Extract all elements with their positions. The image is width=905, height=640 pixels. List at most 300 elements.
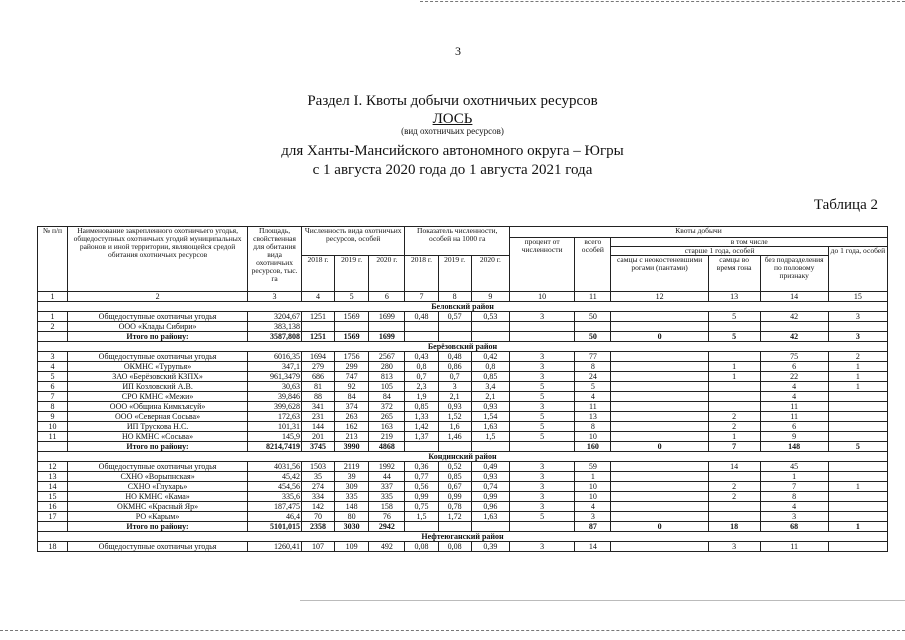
table-row: [38, 372, 888, 382]
period-title: с 1 августа 2020 года до 1 августа 2021 года: [312, 162, 593, 178]
table-cell: 1,5: [471, 432, 509, 442]
table-cell: 11: [760, 412, 828, 422]
table-cell: ООО «Клады Сибири»: [68, 322, 248, 332]
table-cell: 961,3479: [248, 372, 302, 382]
district-header-row: [38, 302, 888, 312]
table-cell: 5: [708, 332, 760, 342]
table-cell: 299: [335, 362, 369, 372]
header-males-velvet: самцы с неокостеневшими рогами (пантами): [611, 256, 708, 292]
table-cell: 279: [301, 362, 334, 372]
table-cell: 0,77: [405, 472, 438, 482]
table-cell: 3745: [301, 442, 334, 452]
table-cell: 11: [760, 542, 828, 552]
district-total-row: [38, 332, 888, 342]
table-cell: [611, 352, 708, 362]
table-cell: 145,9: [248, 432, 302, 442]
table-cell: 0: [611, 332, 708, 342]
table-cell: [611, 322, 708, 332]
district-name: Кондинский район: [38, 452, 888, 462]
header-population: Численность вида охотничьих ресурсов, особей: [301, 227, 405, 256]
col-number: 15: [828, 292, 887, 302]
table-cell: 1: [575, 472, 611, 482]
table-cell: ИП Трускова Н.С.: [68, 422, 248, 432]
table-row: [38, 362, 888, 372]
table-cell: 1,63: [471, 422, 509, 432]
col-number: 7: [405, 292, 438, 302]
table-cell: [611, 432, 708, 442]
table-cell: 0,99: [471, 492, 509, 502]
table-cell: 5: [510, 392, 575, 402]
table-cell: ЗАО «Берёзовский КЗПХ»: [68, 372, 248, 382]
table-cell: [471, 332, 509, 342]
table-header: [38, 227, 888, 302]
table-cell: 0,56: [405, 482, 438, 492]
col-number: 8: [438, 292, 471, 302]
col-number: 10: [510, 292, 575, 302]
table-cell: 201: [301, 432, 334, 442]
table-cell: 3: [510, 312, 575, 322]
table-cell: 3: [510, 402, 575, 412]
table-cell: 13: [575, 412, 611, 422]
table-cell: [828, 472, 887, 482]
table-cell: 35: [301, 472, 334, 482]
table-cell: [708, 502, 760, 512]
table-cell: 0: [611, 442, 708, 452]
table-cell: [301, 322, 334, 332]
table-cell: 0,49: [471, 462, 509, 472]
table-cell: Общедоступные охотничьи угодья: [68, 462, 248, 472]
table-cell: 187,475: [248, 502, 302, 512]
table-cell: [611, 382, 708, 392]
table-row: [38, 422, 888, 432]
header-pop-2018: 2018 г.: [301, 256, 334, 292]
district-header-row: [38, 452, 888, 462]
table-cell: 5: [510, 432, 575, 442]
table-label: Таблица 2: [813, 197, 878, 213]
table-cell: 1,52: [438, 412, 471, 422]
table-cell: 3204,67: [248, 312, 302, 322]
table-cell: 1569: [335, 332, 369, 342]
scan-border-top: [420, 1, 905, 2]
table-cell: 374: [335, 402, 369, 412]
table-cell: 0,08: [405, 542, 438, 552]
table-cell: 0,74: [471, 482, 509, 492]
table-cell: [575, 322, 611, 332]
table-cell: 1569: [335, 312, 369, 322]
table-cell: 42: [760, 332, 828, 342]
table-cell: 105: [369, 382, 405, 392]
table-cell: 213: [335, 432, 369, 442]
table-cell: 1,46: [438, 432, 471, 442]
table-cell: 492: [369, 542, 405, 552]
table-cell: 75: [760, 352, 828, 362]
table-cell: 0,43: [405, 352, 438, 362]
table-cell: 0,93: [471, 472, 509, 482]
table-cell: 263: [335, 412, 369, 422]
table-cell: 0,93: [471, 402, 509, 412]
table-cell: [510, 322, 575, 332]
table-cell: 107: [301, 542, 334, 552]
table-cell: 1699: [369, 332, 405, 342]
header-total: всего особей: [575, 238, 611, 292]
table-cell: 1756: [335, 352, 369, 362]
table-cell: [38, 522, 68, 532]
table-cell: 4: [575, 392, 611, 402]
table-cell: 10: [38, 422, 68, 432]
table-cell: [471, 442, 509, 452]
table-cell: [38, 442, 68, 452]
table-cell: [611, 362, 708, 372]
table-cell: 18: [708, 522, 760, 532]
table-cell: 81: [301, 382, 334, 392]
table-cell: 4: [760, 502, 828, 512]
header-under1: до 1 года, особей: [828, 247, 887, 292]
table-cell: [611, 512, 708, 522]
table-cell: 686: [301, 372, 334, 382]
table-cell: [611, 312, 708, 322]
table-cell: 3: [828, 332, 887, 342]
table-cell: 11: [575, 402, 611, 412]
table-cell: 3: [510, 502, 575, 512]
table-cell: [708, 472, 760, 482]
table-cell: 4031,56: [248, 462, 302, 472]
table-cell: [828, 542, 887, 552]
table-cell: 0,85: [405, 402, 438, 412]
table-cell: 16: [38, 502, 68, 512]
table-cell: 4: [38, 362, 68, 372]
table-cell: 163: [369, 422, 405, 432]
table-cell: 0,48: [405, 312, 438, 322]
table-cell: 80: [335, 512, 369, 522]
table-cell: 160: [575, 442, 611, 452]
table-cell: ОКМНС «Красный Яр»: [68, 502, 248, 512]
table-cell: [438, 442, 471, 452]
table-cell: 59: [575, 462, 611, 472]
table-cell: 1,33: [405, 412, 438, 422]
table-cell: 0,42: [471, 352, 509, 362]
table-cell: 454,56: [248, 482, 302, 492]
table-cell: 1,72: [438, 512, 471, 522]
table-cell: 334: [301, 492, 334, 502]
table-cell: 0,53: [471, 312, 509, 322]
header-den-2020: 2020 г.: [471, 256, 509, 292]
table-cell: 3: [510, 542, 575, 552]
table-cell: 2: [708, 412, 760, 422]
section-title: Раздел I. Квоты добычи охотничьих ресурсов: [307, 93, 598, 109]
table-cell: 0: [611, 522, 708, 532]
table-cell: 3: [510, 492, 575, 502]
column-number-row: [38, 292, 888, 302]
table-cell: 148: [760, 442, 828, 452]
table-cell: 1,42: [405, 422, 438, 432]
table-cell: НО КМНС «Кама»: [68, 492, 248, 502]
header-quotas: Квоты добычи: [510, 227, 888, 238]
table-cell: 341: [301, 402, 334, 412]
table-cell: 2: [828, 352, 887, 362]
header-pop-2019: 2019 г.: [335, 256, 369, 292]
table-cell: 1: [828, 382, 887, 392]
table-cell: 144: [301, 422, 334, 432]
table-cell: [828, 402, 887, 412]
table-cell: 1: [828, 482, 887, 492]
col-number: 5: [335, 292, 369, 302]
header-incl: в том числе: [611, 238, 888, 247]
table-cell: 42: [760, 312, 828, 322]
table-cell: [828, 422, 887, 432]
table-cell: 92: [335, 382, 369, 392]
district-total-row: [38, 442, 888, 452]
table-cell: 5: [510, 382, 575, 392]
table-cell: ИП Козловский А.В.: [68, 382, 248, 392]
table-cell: 8: [575, 422, 611, 432]
table-cell: 0,85: [471, 372, 509, 382]
district-header-row: [38, 532, 888, 542]
table-row: [38, 322, 888, 332]
table-cell: [828, 492, 887, 502]
table-cell: 142: [301, 502, 334, 512]
table-cell: 3587,808: [248, 332, 302, 342]
table-cell: [510, 332, 575, 342]
table-cell: [708, 382, 760, 392]
table-cell: 24: [575, 372, 611, 382]
table-cell: СХНО «Глухарь»: [68, 482, 248, 492]
col-number: 4: [301, 292, 334, 302]
table-cell: 22: [760, 372, 828, 382]
table-cell: 1,54: [471, 412, 509, 422]
table-cell: 0,78: [438, 502, 471, 512]
table-cell: 0,85: [438, 472, 471, 482]
table-cell: 46,4: [248, 512, 302, 522]
table-cell: 347,1: [248, 362, 302, 372]
table-cell: 0,75: [405, 502, 438, 512]
table-cell: 0,7: [405, 372, 438, 382]
header-name: Наименование закрепленного охотничьего угодья, общедоступных охотничьих угодий муниципальных районов и иной территории, являющейся средой обитания охотничьих ресурсов: [68, 227, 248, 292]
table-cell: 158: [369, 502, 405, 512]
table-cell: [335, 322, 369, 332]
table-cell: 6: [760, 362, 828, 372]
col-number: 1: [38, 292, 68, 302]
table-cell: [708, 322, 760, 332]
table-cell: 1: [828, 522, 887, 532]
header-males-rut: самцы во время гона: [708, 256, 760, 292]
table-cell: [708, 402, 760, 412]
table-cell: [611, 412, 708, 422]
table-cell: 1: [708, 372, 760, 382]
table-cell: Итого по району:: [68, 332, 248, 342]
region-title: для Ханты-Мансийского автономного округа – Югры: [281, 143, 624, 159]
table-cell: 0,96: [471, 502, 509, 512]
table-cell: 101,31: [248, 422, 302, 432]
table-cell: 0,93: [438, 402, 471, 412]
table-cell: 10: [575, 432, 611, 442]
table-cell: [369, 322, 405, 332]
table-cell: 10: [575, 482, 611, 492]
table-cell: [405, 442, 438, 452]
table-cell: 2: [708, 482, 760, 492]
table-row: [38, 512, 888, 522]
table-cell: ООО «Северная Сосьва»: [68, 412, 248, 422]
table-cell: 1,9: [405, 392, 438, 402]
table-cell: 1992: [369, 462, 405, 472]
table-cell: [471, 322, 509, 332]
table-cell: [611, 472, 708, 482]
table-cell: 44: [369, 472, 405, 482]
table-cell: [708, 392, 760, 402]
scan-border-bottom: [0, 630, 905, 631]
table-cell: [828, 432, 887, 442]
table-cell: 1503: [301, 462, 334, 472]
table-cell: [510, 522, 575, 532]
header-percent: процент от численности: [510, 238, 575, 292]
district-name: Берёзовский район: [38, 342, 888, 352]
table-row: [38, 432, 888, 442]
table-row: [38, 312, 888, 322]
table-cell: 2119: [335, 462, 369, 472]
table-cell: [611, 402, 708, 412]
table-cell: [611, 372, 708, 382]
table-cell: [438, 332, 471, 342]
scan-border-bottom-light: [300, 600, 905, 601]
table-cell: 3030: [335, 522, 369, 532]
table-cell: 2: [38, 322, 68, 332]
table-cell: 1260,41: [248, 542, 302, 552]
col-number: 6: [369, 292, 405, 302]
table-cell: [38, 332, 68, 342]
table-cell: 84: [335, 392, 369, 402]
table-cell: ООО «Община Кимкъясуй»: [68, 402, 248, 412]
header-older: старше 1 года, особей: [611, 247, 828, 256]
table-cell: 77: [575, 352, 611, 362]
table-cell: 2,1: [438, 392, 471, 402]
col-number: 2: [68, 292, 248, 302]
table-cell: Итого по району:: [68, 442, 248, 452]
table-cell: 1: [828, 372, 887, 382]
table-row: [38, 492, 888, 502]
table-cell: 5: [828, 442, 887, 452]
table-cell: [828, 322, 887, 332]
table-cell: 162: [335, 422, 369, 432]
table-cell: 3,4: [471, 382, 509, 392]
table-cell: 9: [760, 432, 828, 442]
table-cell: [611, 482, 708, 492]
table-cell: 14: [38, 482, 68, 492]
col-number: 11: [575, 292, 611, 302]
table-cell: 3990: [335, 442, 369, 452]
table-cell: 0,99: [438, 492, 471, 502]
table-cell: 10: [575, 492, 611, 502]
table-cell: 3: [510, 362, 575, 372]
table-row: [38, 502, 888, 512]
header-pop-2020: 2020 г.: [369, 256, 405, 292]
table-cell: 6: [760, 422, 828, 432]
table-cell: 372: [369, 402, 405, 412]
table-cell: 15: [38, 492, 68, 502]
table-cell: 3: [510, 352, 575, 362]
table-cell: Общедоступные охотничьи угодья: [68, 542, 248, 552]
table-row: [38, 402, 888, 412]
table-cell: [510, 442, 575, 452]
col-number: 14: [760, 292, 828, 302]
table-cell: 4: [760, 382, 828, 392]
table-cell: 5: [510, 422, 575, 432]
table-cell: [828, 502, 887, 512]
table-cell: 5: [510, 412, 575, 422]
table-cell: НО КМНС «Сосьва»: [68, 432, 248, 442]
col-number: 3: [248, 292, 302, 302]
table-cell: 6: [38, 382, 68, 392]
table-cell: 3: [438, 382, 471, 392]
table-cell: 45,42: [248, 472, 302, 482]
table-cell: 231: [301, 412, 334, 422]
table-cell: 3: [828, 312, 887, 322]
table-cell: 2: [708, 422, 760, 432]
table-cell: 3: [760, 512, 828, 522]
table-cell: 335: [369, 492, 405, 502]
table-cell: 747: [335, 372, 369, 382]
table-cell: 0,48: [438, 352, 471, 362]
table-cell: 70: [301, 512, 334, 522]
table-cell: [611, 502, 708, 512]
district-total-row: [38, 522, 888, 532]
table-cell: 30,63: [248, 382, 302, 392]
table-cell: [405, 332, 438, 342]
table-cell: 3: [708, 542, 760, 552]
table-row: [38, 382, 888, 392]
table-cell: 1251: [301, 332, 334, 342]
table-cell: 8: [760, 492, 828, 502]
table-cell: 4: [575, 502, 611, 512]
header-no-sex: без подразделения по половому признаку: [760, 256, 828, 292]
table-cell: 14: [708, 462, 760, 472]
table-row: [38, 392, 888, 402]
table-cell: 5: [708, 312, 760, 322]
table-cell: [611, 392, 708, 402]
table-cell: 4868: [369, 442, 405, 452]
table-cell: [611, 542, 708, 552]
table-cell: 4: [760, 392, 828, 402]
table-cell: 3: [510, 462, 575, 472]
table-cell: 2358: [301, 522, 334, 532]
table-cell: 1,5: [405, 512, 438, 522]
table-cell: 3: [510, 372, 575, 382]
table-row: [38, 482, 888, 492]
district-header-row: [38, 342, 888, 352]
table-cell: 14: [575, 542, 611, 552]
quota-table: [37, 226, 888, 552]
table-cell: 0,8: [471, 362, 509, 372]
table-cell: 3: [510, 472, 575, 482]
table-cell: 0,36: [405, 462, 438, 472]
table-cell: [828, 392, 887, 402]
table-cell: 3: [575, 512, 611, 522]
table-cell: 7: [708, 442, 760, 452]
table-cell: [438, 322, 471, 332]
table-cell: 1694: [301, 352, 334, 362]
table-cell: 1: [708, 432, 760, 442]
table-cell: 87: [575, 522, 611, 532]
table-cell: 76: [369, 512, 405, 522]
table-cell: 148: [335, 502, 369, 512]
table-cell: [611, 462, 708, 472]
table-cell: 109: [335, 542, 369, 552]
table-cell: 50: [575, 312, 611, 322]
table-cell: [828, 512, 887, 522]
table-cell: 1: [708, 362, 760, 372]
table-cell: [405, 522, 438, 532]
table-cell: 0,86: [438, 362, 471, 372]
table-cell: 8214,7419: [248, 442, 302, 452]
table-cell: Общедоступные охотничьи угодья: [68, 312, 248, 322]
